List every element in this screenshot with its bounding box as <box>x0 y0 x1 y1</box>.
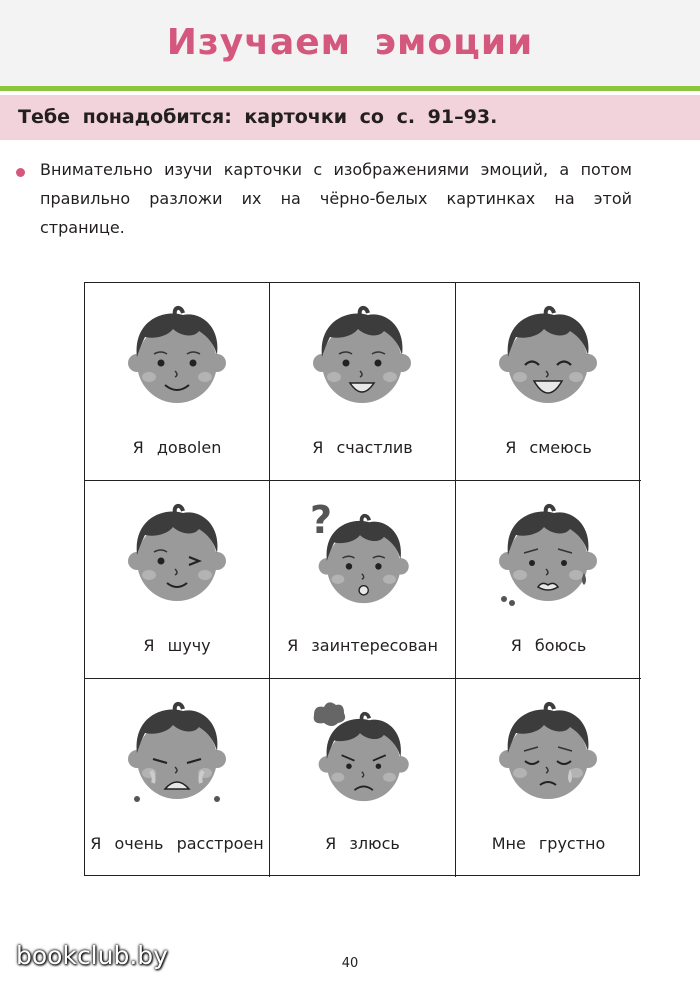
card-label: Я смеюсь <box>505 438 592 457</box>
card-scared <box>456 481 641 679</box>
laughing-face-icon <box>494 305 602 413</box>
watermark: bookclub.by <box>16 941 168 970</box>
page-number: 40 <box>341 956 359 971</box>
happy-face-icon <box>308 305 416 413</box>
card-label: Я счастлив <box>312 438 413 457</box>
card-laughing <box>456 283 641 481</box>
card-label: Я шучу <box>143 636 211 655</box>
card-happy <box>270 283 456 481</box>
page-title: Изучаем эмоции <box>166 22 534 63</box>
sad-face-icon <box>494 701 602 809</box>
card-very-upset <box>85 679 270 877</box>
angry-face-icon <box>308 701 416 809</box>
requirement-text: Тебе понадобится: карточки со с. 91–93. <box>18 106 498 128</box>
card-sad <box>456 679 641 877</box>
card-label: Мне грустно <box>491 834 606 853</box>
card-label: Я довolen <box>132 438 222 457</box>
winking-face-icon <box>123 503 231 611</box>
header-divider <box>0 86 700 91</box>
card-curious <box>270 481 456 679</box>
scared-face-icon <box>494 503 602 611</box>
card-pleased <box>85 283 270 481</box>
curious-face-icon <box>308 503 416 611</box>
pleased-face-icon <box>123 305 231 413</box>
card-label: Я заинтересован <box>287 636 438 655</box>
card-label: Я очень расстроен <box>90 834 264 853</box>
crying-face-icon <box>123 701 231 809</box>
bullet-icon <box>16 168 25 177</box>
card-label: Я боюсь <box>510 636 587 655</box>
emotion-cards-grid <box>84 282 640 876</box>
card-angry <box>270 679 456 877</box>
card-label: Я злюсь <box>325 834 400 853</box>
card-joking <box>85 481 270 679</box>
svg-text:?: ? <box>310 503 333 542</box>
instruction-text: Внимательно изучи карточки с изображениями эмоций, а потом правильно разложи их на чёрно-белых картинках на этой странице. <box>40 160 632 237</box>
